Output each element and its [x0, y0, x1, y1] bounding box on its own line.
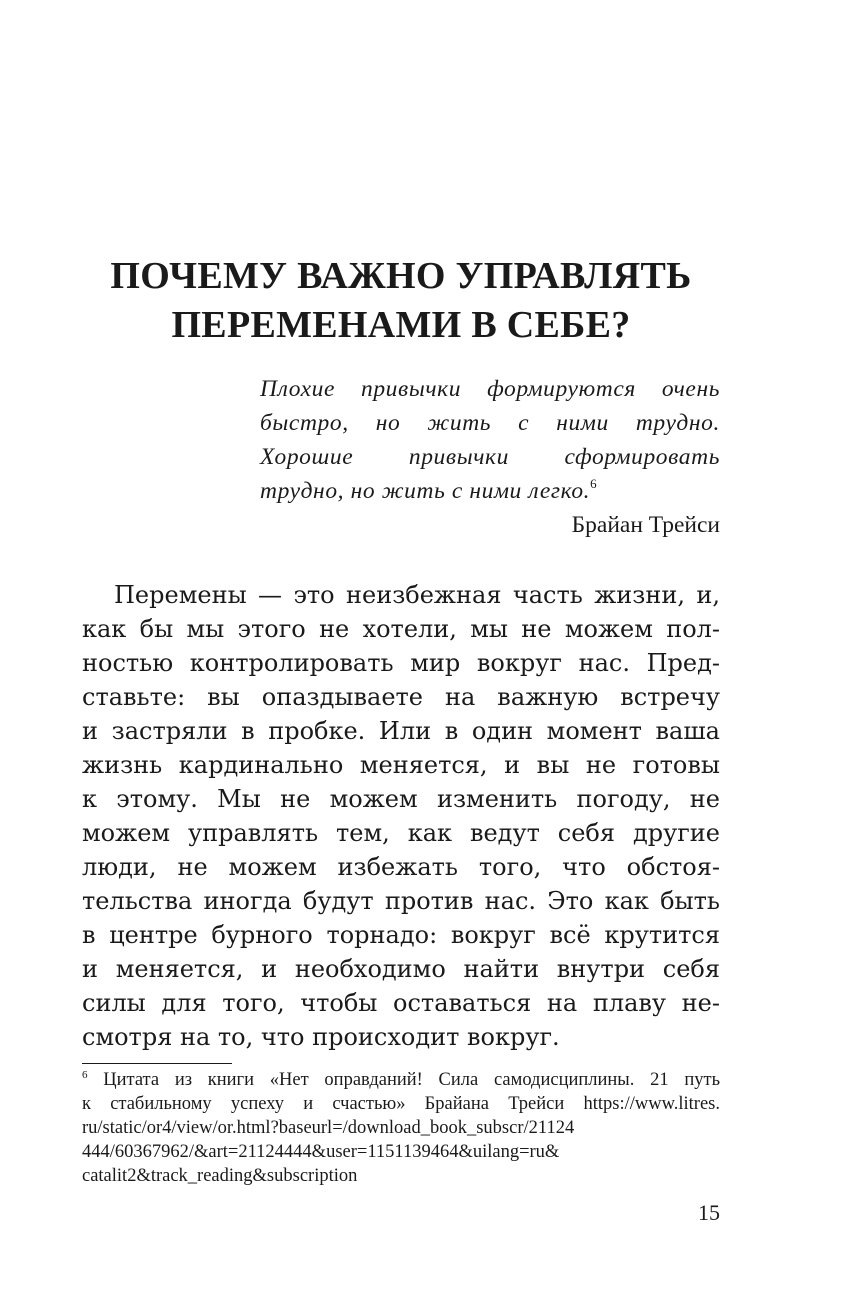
paragraph-line: смотря на то, что происходит вокруг. [82, 1023, 560, 1051]
body-paragraph [82, 578, 720, 1054]
epigraph-line: трудно, но жить с ними легко. [260, 478, 591, 504]
paragraph-line: жизнь кардинально меняется, и вы не готовы [82, 751, 720, 779]
footnote-link-line[interactable]: catalit2&track_reading&subscription [82, 1166, 358, 1186]
footnote-line-first [82, 1068, 720, 1092]
footnote-link-line[interactable]: ru/static/or4/view/or.html?baseurl=/download_book_subscr/21124 [82, 1118, 575, 1138]
epigraph-author: Брайан Трейси [571, 512, 720, 538]
paragraph-line: люди, не можем избежать того, что обстоя- [82, 853, 720, 881]
paragraph-line: к этому. Мы не можем изменить погоду, не [82, 785, 720, 813]
chapter-title-line-1: ПОЧЕМУ ВАЖНО УПРАВЛЯТЬ [110, 255, 692, 297]
paragraph-line: ностью контролировать мир вокруг нас. Пред- [82, 649, 720, 677]
page-number: 15 [698, 1200, 720, 1225]
footnote-line: к стабильному успеху и счастью» Брайана Трейси https://www.litres. [82, 1094, 720, 1114]
footnote-number: 6 [82, 1069, 88, 1081]
paragraph-line: и застряли в пробке. Или в один момент ваша [82, 717, 720, 745]
epigraph-line-last [260, 474, 720, 508]
footnote [82, 1068, 720, 1188]
chapter-title [82, 252, 720, 350]
epigraph-line: Хорошие привычки сформировать [260, 444, 720, 470]
book-page [82, 0, 720, 1311]
paragraph-line: в центре бурного торнадо: вокруг всё крутится [82, 921, 720, 949]
paragraph-line: Перемены — это неизбежная часть жизни, и, [114, 581, 720, 609]
footnote-divider [82, 1063, 232, 1064]
footnote-link-line[interactable]: 444/60367962/&art=21124444&user=1151139464&uilang=ru& [82, 1142, 560, 1162]
epigraph-quote [260, 372, 720, 508]
paragraph-line: ставьте: вы опаздываете на важную встречу [82, 683, 720, 711]
epigraph-line: быстро, но жить с ними трудно. [260, 410, 720, 436]
epigraph-line: Плохие привычки формируются очень [260, 376, 720, 402]
chapter-title-line-2: ПЕРЕМЕНАМИ В СЕБЕ? [171, 304, 631, 346]
footnote-line: Цитата из книги «Нет оправданий! Сила самодисциплины. 21 путь [103, 1070, 721, 1090]
footnote-reference[interactable]: 6 [590, 476, 598, 491]
paragraph-line: как бы мы этого не хотели, мы не можем пол- [82, 615, 720, 643]
paragraph-line: и меняется, и необходимо найти внутри себя [82, 955, 720, 983]
paragraph-line: можем управлять тем, как ведут себя другие [82, 819, 720, 847]
paragraph-line: тельства иногда будут против нас. Это как быть [82, 887, 720, 915]
paragraph-line: силы для того, чтобы оставаться на плаву не- [82, 989, 720, 1017]
